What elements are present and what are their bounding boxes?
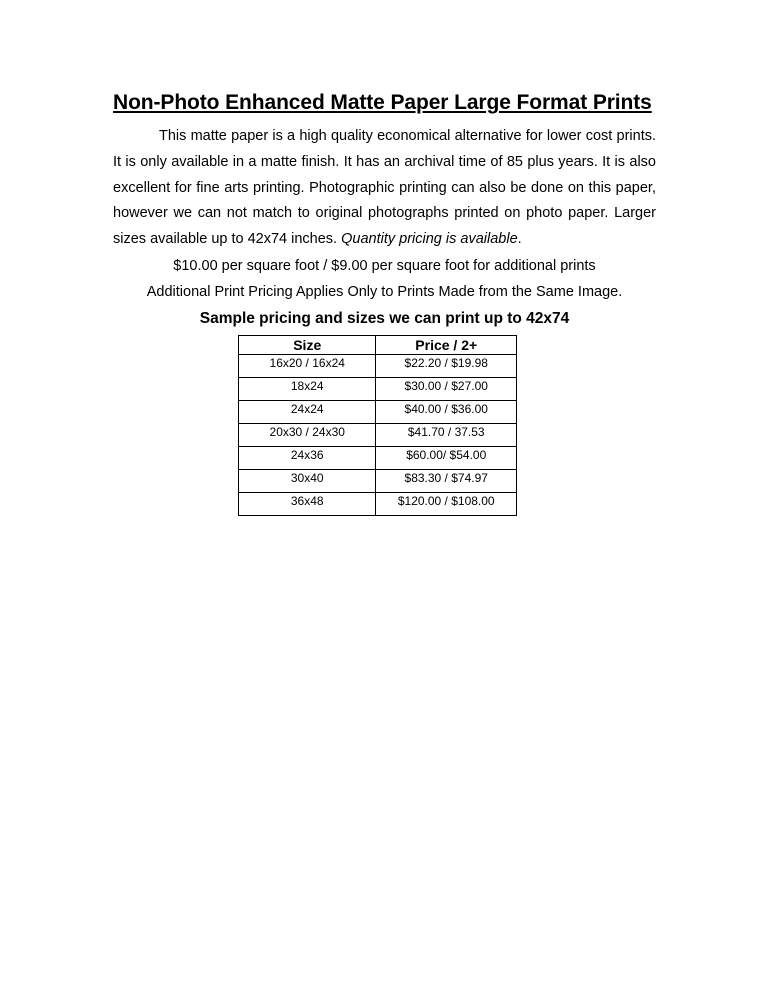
size-cell: 20x30 / 24x30 — [239, 423, 376, 446]
size-column-header: Size — [239, 335, 376, 354]
intro-text: This matte paper is a high quality economical alternative for lower cost prints. It is only available in a matte finish. It has an archival time of 85 plus years. It is also excellent for fine arts printing. Photographic printing can also be done on this paper, however we can not match to original photographs printed on photo paper. Larger sizes available up to 42x74 inches. — [113, 128, 656, 248]
sample-pricing-heading: Sample pricing and sizes we can print up to 42x74 — [199, 309, 570, 327]
size-cell: 36x48 — [239, 492, 376, 515]
table-row — [239, 400, 517, 423]
intro-end: . — [517, 231, 522, 248]
intro-paragraph — [113, 124, 656, 253]
price-cell: $60.00/ $54.00 — [376, 446, 517, 469]
price-column-header: Price / 2+ — [376, 335, 517, 354]
size-cell: 24x36 — [239, 446, 376, 469]
table-row — [239, 377, 517, 400]
price-per-square-foot: $10.00 per square foot / $9.00 per square foot for additional prints — [173, 257, 596, 274]
size-cell: 16x20 / 16x24 — [239, 354, 376, 377]
pricing-table — [238, 335, 517, 516]
table-row — [239, 492, 517, 515]
price-cell: $41.70 / 37.53 — [376, 423, 517, 446]
size-cell: 24x24 — [239, 400, 376, 423]
table-row — [239, 354, 517, 377]
table-row — [239, 446, 517, 469]
table-header-row — [239, 335, 517, 354]
price-cell: $83.30 / $74.97 — [376, 469, 517, 492]
price-cell: $120.00 / $108.00 — [376, 492, 517, 515]
size-cell: 30x40 — [239, 469, 376, 492]
price-cell: $40.00 / $36.00 — [376, 400, 517, 423]
table-row — [239, 423, 517, 446]
quantity-pricing-note: Quantity pricing is available — [341, 231, 518, 248]
size-cell: 18x24 — [239, 377, 376, 400]
price-cell: $22.20 / $19.98 — [376, 354, 517, 377]
page-title: Non-Photo Enhanced Matte Paper Large Format Prints — [113, 91, 652, 114]
price-cell: $30.00 / $27.00 — [376, 377, 517, 400]
additional-pricing-note: Additional Print Pricing Applies Only to Prints Made from the Same Image. — [146, 283, 623, 300]
table-row — [239, 469, 517, 492]
document-page — [113, 90, 656, 516]
